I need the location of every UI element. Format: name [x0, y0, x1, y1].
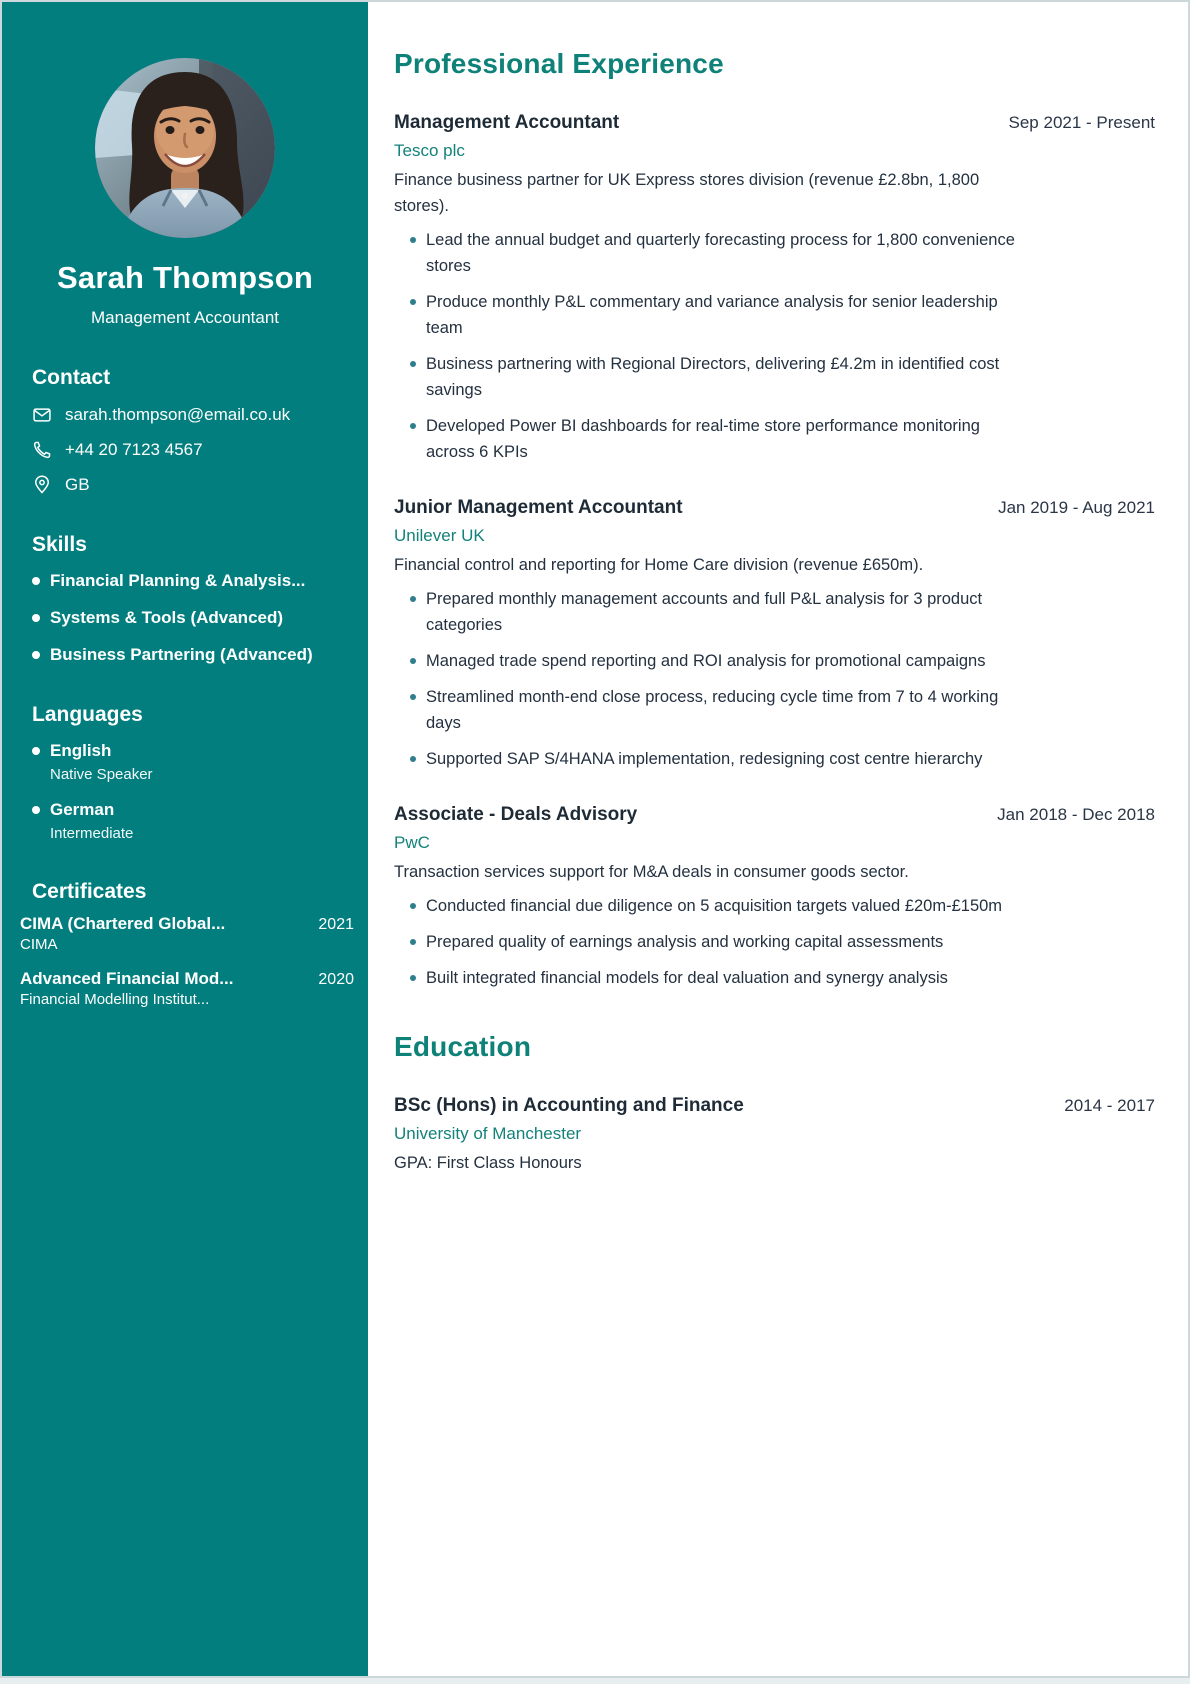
language-level: Native Speaker — [50, 766, 153, 783]
job-company: Unilever UK — [394, 526, 485, 545]
job-entry — [394, 112, 1155, 465]
phone-icon — [32, 440, 52, 460]
job-bullet: Built integrated financial models for deal valuation and synergy analysis — [394, 965, 1026, 991]
contact-location: GB — [65, 475, 90, 494]
contact-section — [2, 366, 368, 495]
education-dates: 2014 - 2017 — [1064, 1096, 1155, 1115]
contact-location-row — [32, 475, 338, 495]
person-title: Management Accountant — [90, 308, 280, 327]
certificate-item — [20, 914, 354, 953]
language-item — [32, 741, 338, 783]
job-dates: Jan 2019 - Aug 2021 — [998, 498, 1155, 517]
contact-phone-row — [32, 440, 338, 460]
job-dates: Sep 2021 - Present — [1008, 113, 1155, 132]
experience-heading: Professional Experience — [394, 48, 724, 79]
certificate-title: CIMA (Chartered Global... — [20, 914, 226, 933]
job-title: Junior Management Accountant — [394, 497, 683, 518]
certificates-heading: Certificates — [32, 880, 147, 903]
education-heading: Education — [394, 1031, 532, 1062]
job-bullet: Prepared quality of earnings analysis and working capital assessments — [394, 929, 1026, 955]
contact-email-row — [32, 405, 338, 425]
certificates-section — [2, 880, 368, 1008]
certificate-year: 2020 — [318, 971, 354, 988]
job-bullet: Supported SAP S/4HANA implementation, redesigning cost centre hierarchy — [394, 746, 1026, 772]
sidebar — [2, 2, 368, 1676]
skill-item: Financial Planning & Analysis... — [32, 571, 338, 591]
certificate-issuer: Financial Modelling Institut... — [20, 991, 210, 1008]
language-name: German — [50, 800, 115, 819]
job-summary: Transaction services support for M&A deals in consumer goods sector. — [394, 863, 909, 881]
skill-item: Systems & Tools (Advanced) — [32, 608, 338, 628]
languages-list — [32, 741, 338, 842]
job-company: PwC — [394, 833, 430, 852]
profile-photo — [95, 58, 275, 238]
skill-item: Business Partnering (Advanced) — [32, 645, 338, 665]
certificate-item — [20, 969, 354, 1008]
skills-section — [2, 533, 368, 665]
certificate-issuer: CIMA — [20, 936, 58, 953]
location-icon — [32, 475, 52, 495]
job-title: Associate - Deals Advisory — [394, 804, 638, 825]
job-dates: Jan 2018 - Dec 2018 — [997, 805, 1155, 824]
email-icon — [32, 405, 52, 425]
job-summary: Finance business partner for UK Express stores division (revenue £2.8bn, 1,800 stores). — [394, 171, 980, 215]
job-bullet-list — [394, 893, 1155, 991]
job-bullet-list — [394, 227, 1155, 465]
job-entry — [394, 804, 1155, 991]
contact-phone: +44 20 7123 4567 — [65, 440, 203, 459]
languages-section — [2, 703, 368, 842]
language-name: English — [50, 741, 112, 760]
job-bullet: Streamlined month-end close process, reducing cycle time from 7 to 4 working days — [394, 684, 1026, 736]
job-bullet: Conducted financial due diligence on 5 acquisition targets valued £20m-£150m — [394, 893, 1026, 919]
job-company: Tesco plc — [394, 141, 465, 160]
job-bullet: Developed Power BI dashboards for real-time store performance monitoring across 6 KPIs — [394, 413, 1026, 465]
contact-email: sarah.thompson@email.co.uk — [65, 405, 291, 424]
job-bullet-list — [394, 586, 1155, 772]
education-entry — [394, 1095, 1155, 1176]
job-bullet: Prepared monthly management accounts and full P&L analysis for 3 product categories — [394, 586, 1026, 638]
skills-heading: Skills — [32, 533, 87, 556]
profile-photo-illustration — [95, 58, 275, 238]
education-gpa: GPA: First Class Honours — [394, 1154, 582, 1172]
languages-heading: Languages — [32, 703, 143, 726]
language-level: Intermediate — [50, 825, 134, 842]
education-school: University of Manchester — [394, 1124, 582, 1143]
job-bullet: Lead the annual budget and quarterly forecasting process for 1,800 convenience stores — [394, 227, 1026, 279]
degree-title: BSc (Hons) in Accounting and Finance — [394, 1095, 744, 1116]
job-summary: Financial control and reporting for Home Care division (revenue £650m). — [394, 556, 924, 574]
job-entry — [394, 497, 1155, 772]
language-item — [32, 800, 338, 842]
job-title: Management Accountant — [394, 112, 620, 133]
contact-heading: Contact — [32, 366, 111, 389]
person-name: Sarah Thompson — [57, 260, 313, 295]
job-bullet: Managed trade spend reporting and ROI analysis for promotional campaigns — [394, 648, 1026, 674]
certificate-title: Advanced Financial Mod... — [20, 969, 234, 988]
skills-list — [32, 571, 338, 665]
certificate-year: 2021 — [318, 916, 354, 933]
main-content — [368, 2, 1188, 1676]
job-bullet: Business partnering with Regional Directors, delivering £4.2m in identified cost savings — [394, 351, 1026, 403]
job-bullet: Produce monthly P&L commentary and variance analysis for senior leadership team — [394, 289, 1026, 341]
